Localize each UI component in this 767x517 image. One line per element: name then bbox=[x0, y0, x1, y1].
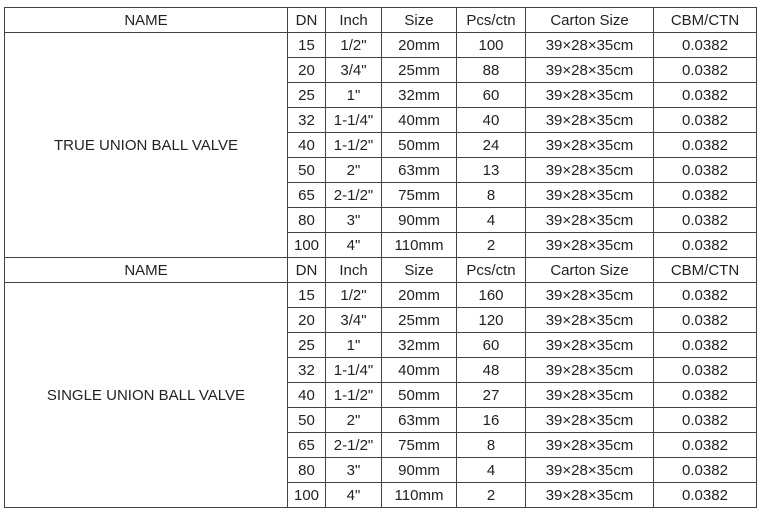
inch-cell: 3" bbox=[326, 208, 382, 233]
size-cell: 25mm bbox=[382, 308, 457, 333]
carton-size-cell: 39×28×35cm bbox=[526, 283, 654, 308]
header-inch: Inch bbox=[326, 258, 382, 283]
carton-size-cell: 39×28×35cm bbox=[526, 308, 654, 333]
inch-cell: 2-1/2" bbox=[326, 183, 382, 208]
inch-cell: 1/2" bbox=[326, 33, 382, 58]
inch-cell: 3" bbox=[326, 458, 382, 483]
inch-cell: 4" bbox=[326, 483, 382, 508]
pcs-ctn-cell: 160 bbox=[457, 283, 526, 308]
carton-size-cell: 39×28×35cm bbox=[526, 408, 654, 433]
carton-size-cell: 39×28×35cm bbox=[526, 358, 654, 383]
size-cell: 63mm bbox=[382, 158, 457, 183]
pcs-ctn-cell: 8 bbox=[457, 183, 526, 208]
table-row bbox=[5, 283, 757, 308]
cbm-ctn-cell: 0.0382 bbox=[654, 33, 757, 58]
header-size: Size bbox=[382, 258, 457, 283]
inch-cell: 1-1/2" bbox=[326, 383, 382, 408]
size-cell: 40mm bbox=[382, 108, 457, 133]
cbm-ctn-cell: 0.0382 bbox=[654, 308, 757, 333]
pcs-ctn-cell: 2 bbox=[457, 483, 526, 508]
dn-cell: 20 bbox=[288, 58, 326, 83]
pcs-ctn-cell: 8 bbox=[457, 433, 526, 458]
pcs-ctn-cell: 60 bbox=[457, 333, 526, 358]
header-dn: DN bbox=[288, 258, 326, 283]
header-row bbox=[5, 258, 757, 283]
dn-cell: 32 bbox=[288, 108, 326, 133]
carton-size-cell: 39×28×35cm bbox=[526, 333, 654, 358]
size-cell: 25mm bbox=[382, 58, 457, 83]
inch-cell: 1-1/2" bbox=[326, 133, 382, 158]
pcs-ctn-cell: 4 bbox=[457, 458, 526, 483]
cbm-ctn-cell: 0.0382 bbox=[654, 58, 757, 83]
header-carton-size: Carton Size bbox=[526, 8, 654, 33]
carton-size-cell: 39×28×35cm bbox=[526, 233, 654, 258]
carton-size-cell: 39×28×35cm bbox=[526, 33, 654, 58]
carton-size-cell: 39×28×35cm bbox=[526, 183, 654, 208]
carton-size-cell: 39×28×35cm bbox=[526, 433, 654, 458]
header-cbm-ctn: CBM/CTN bbox=[654, 258, 757, 283]
dn-cell: 15 bbox=[288, 283, 326, 308]
pcs-ctn-cell: 60 bbox=[457, 83, 526, 108]
inch-cell: 3/4" bbox=[326, 308, 382, 333]
cbm-ctn-cell: 0.0382 bbox=[654, 333, 757, 358]
inch-cell: 2" bbox=[326, 408, 382, 433]
header-inch: Inch bbox=[326, 8, 382, 33]
dn-cell: 32 bbox=[288, 358, 326, 383]
valve-spec-table bbox=[4, 7, 757, 508]
cbm-ctn-cell: 0.0382 bbox=[654, 458, 757, 483]
cbm-ctn-cell: 0.0382 bbox=[654, 433, 757, 458]
pcs-ctn-cell: 88 bbox=[457, 58, 526, 83]
inch-cell: 1/2" bbox=[326, 283, 382, 308]
cbm-ctn-cell: 0.0382 bbox=[654, 358, 757, 383]
pcs-ctn-cell: 16 bbox=[457, 408, 526, 433]
size-cell: 50mm bbox=[382, 133, 457, 158]
carton-size-cell: 39×28×35cm bbox=[526, 383, 654, 408]
dn-cell: 15 bbox=[288, 33, 326, 58]
dn-cell: 25 bbox=[288, 83, 326, 108]
cbm-ctn-cell: 0.0382 bbox=[654, 408, 757, 433]
inch-cell: 1-1/4" bbox=[326, 108, 382, 133]
inch-cell: 3/4" bbox=[326, 58, 382, 83]
product-name-cell: TRUE UNION BALL VALVE bbox=[5, 33, 288, 258]
inch-cell: 2-1/2" bbox=[326, 433, 382, 458]
dn-cell: 65 bbox=[288, 433, 326, 458]
cbm-ctn-cell: 0.0382 bbox=[654, 483, 757, 508]
size-cell: 90mm bbox=[382, 208, 457, 233]
pcs-ctn-cell: 13 bbox=[457, 158, 526, 183]
carton-size-cell: 39×28×35cm bbox=[526, 158, 654, 183]
size-cell: 20mm bbox=[382, 283, 457, 308]
dn-cell: 80 bbox=[288, 458, 326, 483]
header-size: Size bbox=[382, 8, 457, 33]
pcs-ctn-cell: 27 bbox=[457, 383, 526, 408]
dn-cell: 65 bbox=[288, 183, 326, 208]
inch-cell: 2" bbox=[326, 158, 382, 183]
header-pcs-ctn: Pcs/ctn bbox=[457, 258, 526, 283]
inch-cell: 1" bbox=[326, 83, 382, 108]
dn-cell: 25 bbox=[288, 333, 326, 358]
table-row bbox=[5, 33, 757, 58]
pcs-ctn-cell: 48 bbox=[457, 358, 526, 383]
size-cell: 20mm bbox=[382, 33, 457, 58]
carton-size-cell: 39×28×35cm bbox=[526, 208, 654, 233]
cbm-ctn-cell: 0.0382 bbox=[654, 83, 757, 108]
header-name: NAME bbox=[5, 8, 288, 33]
dn-cell: 50 bbox=[288, 408, 326, 433]
cbm-ctn-cell: 0.0382 bbox=[654, 183, 757, 208]
size-cell: 90mm bbox=[382, 458, 457, 483]
cbm-ctn-cell: 0.0382 bbox=[654, 158, 757, 183]
size-cell: 50mm bbox=[382, 383, 457, 408]
size-cell: 75mm bbox=[382, 433, 457, 458]
carton-size-cell: 39×28×35cm bbox=[526, 83, 654, 108]
cbm-ctn-cell: 0.0382 bbox=[654, 133, 757, 158]
spec-table-body bbox=[5, 8, 757, 508]
dn-cell: 40 bbox=[288, 133, 326, 158]
header-pcs-ctn: Pcs/ctn bbox=[457, 8, 526, 33]
size-cell: 40mm bbox=[382, 358, 457, 383]
cbm-ctn-cell: 0.0382 bbox=[654, 383, 757, 408]
cbm-ctn-cell: 0.0382 bbox=[654, 108, 757, 133]
inch-cell: 4" bbox=[326, 233, 382, 258]
cbm-ctn-cell: 0.0382 bbox=[654, 208, 757, 233]
carton-size-cell: 39×28×35cm bbox=[526, 458, 654, 483]
header-name: NAME bbox=[5, 258, 288, 283]
dn-cell: 20 bbox=[288, 308, 326, 333]
pcs-ctn-cell: 120 bbox=[457, 308, 526, 333]
dn-cell: 80 bbox=[288, 208, 326, 233]
cbm-ctn-cell: 0.0382 bbox=[654, 233, 757, 258]
carton-size-cell: 39×28×35cm bbox=[526, 483, 654, 508]
pcs-ctn-cell: 24 bbox=[457, 133, 526, 158]
pcs-ctn-cell: 4 bbox=[457, 208, 526, 233]
dn-cell: 100 bbox=[288, 233, 326, 258]
header-cbm-ctn: CBM/CTN bbox=[654, 8, 757, 33]
dn-cell: 100 bbox=[288, 483, 326, 508]
size-cell: 110mm bbox=[382, 483, 457, 508]
size-cell: 32mm bbox=[382, 83, 457, 108]
product-name-cell: SINGLE UNION BALL VALVE bbox=[5, 283, 288, 508]
dn-cell: 40 bbox=[288, 383, 326, 408]
carton-size-cell: 39×28×35cm bbox=[526, 133, 654, 158]
inch-cell: 1-1/4" bbox=[326, 358, 382, 383]
size-cell: 63mm bbox=[382, 408, 457, 433]
header-carton-size: Carton Size bbox=[526, 258, 654, 283]
inch-cell: 1" bbox=[326, 333, 382, 358]
size-cell: 75mm bbox=[382, 183, 457, 208]
carton-size-cell: 39×28×35cm bbox=[526, 58, 654, 83]
header-row bbox=[5, 8, 757, 33]
spec-table-container bbox=[4, 7, 757, 508]
dn-cell: 50 bbox=[288, 158, 326, 183]
header-dn: DN bbox=[288, 8, 326, 33]
pcs-ctn-cell: 2 bbox=[457, 233, 526, 258]
size-cell: 110mm bbox=[382, 233, 457, 258]
cbm-ctn-cell: 0.0382 bbox=[654, 283, 757, 308]
carton-size-cell: 39×28×35cm bbox=[526, 108, 654, 133]
pcs-ctn-cell: 40 bbox=[457, 108, 526, 133]
size-cell: 32mm bbox=[382, 333, 457, 358]
pcs-ctn-cell: 100 bbox=[457, 33, 526, 58]
